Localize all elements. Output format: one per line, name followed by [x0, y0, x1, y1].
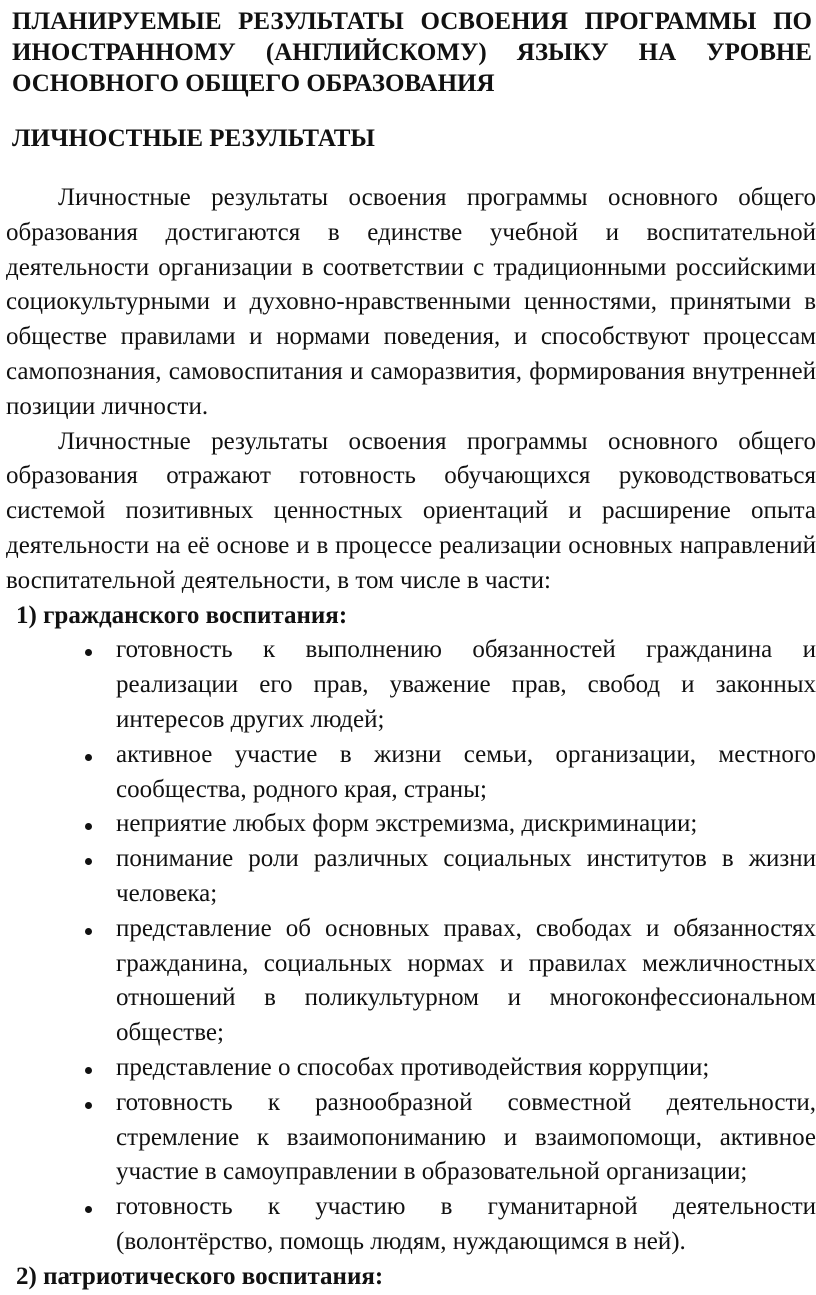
- subsection-heading: 2) патриотического воспитания:: [16, 1262, 384, 1290]
- bullet-icon: [85, 823, 92, 830]
- bullet-icon: [85, 649, 92, 656]
- bullet-list: [6, 633, 816, 1259]
- bullet-icon: [85, 1206, 92, 1213]
- section-title: ЛИЧНОСТНЫЕ РЕЗУЛЬТАТЫ: [12, 125, 375, 152]
- list-item: [116, 912, 816, 1051]
- list-item-text: понимание роли различных социальных институтов в жизни человека;: [116, 845, 816, 907]
- bullet-icon: [85, 928, 92, 935]
- list-item: [116, 1051, 816, 1086]
- list-item-text: готовность к участию в гуманитарной деятельности (волонтёрство, помощь людям, нуждающимся в ней).: [116, 1193, 816, 1255]
- document-title: ПЛАНИРУЕМЫЕ РЕЗУЛЬТАТЫ ОСВОЕНИЯ ПРОГРАММЫ ПО ИНОСТРАННОМУ (АНГЛИЙСКОМУ) ЯЗЫКУ НА УРОВНЕ ОСНОВНОГО ОБЩЕГО ОБРАЗОВАНИЯ: [12, 8, 812, 97]
- document-body: [6, 181, 816, 1295]
- bullet-icon: [85, 858, 92, 865]
- bullet-icon: [85, 1102, 92, 1109]
- list-item-text: представление о способах противодействия коррупции;: [116, 1053, 710, 1081]
- paragraph: Личностные результаты освоения программы основного общего образования достигаются в единстве учебной и воспитательной деятельности организации в соответствии с традиционными российскими социокультурными и духовно-нравственными ценностями, принятыми в обществе правилами и нормами поведения, и способствуют процессам самопознания, самовоспитания и саморазвития, формирования внутренней позиции личности.: [6, 184, 816, 420]
- list-item-text: неприятие любых форм экстремизма, дискриминации;: [116, 810, 698, 838]
- list-item: [116, 1086, 816, 1190]
- paragraph: Личностные результаты освоения программы основного общего образования отражают готовность обучающихся руководствоваться системой позитивных ценностных ориентаций и расширение опыта деятельности на её основе и в процессе реализации основных направлений воспитательной деятельности, в том числе в части:: [6, 427, 816, 594]
- list-item-text: представление об основных правах, свободах и обязанностях гражданина, социальных нормах и правилах межличностных отношений в поликультурном и многоконфессиональном обществе;: [116, 914, 816, 1047]
- bullet-icon: [85, 1067, 92, 1074]
- list-item: [116, 842, 816, 912]
- list-item-text: активное участие в жизни семьи, организации, местного сообщества, родного края, страны;: [116, 740, 816, 803]
- list-item: [116, 633, 816, 737]
- list-item: [116, 807, 816, 842]
- list-item-text: готовность к разнообразной совместной деятельности, стремление к взаимопониманию и взаимопомощи, активное участие в самоуправлении в образовательной организации;: [116, 1088, 816, 1186]
- bullet-icon: [85, 754, 92, 761]
- list-item-text: готовность к выполнению обязанностей гражданина и реализации его прав, уважение прав, свобод и законных интересов других людей;: [116, 636, 816, 733]
- subsection-heading: 1) гражданского воспитания:: [16, 601, 348, 629]
- list-item: [116, 738, 816, 808]
- list-item: [116, 1190, 816, 1260]
- document-page: [6, 0, 816, 1290]
